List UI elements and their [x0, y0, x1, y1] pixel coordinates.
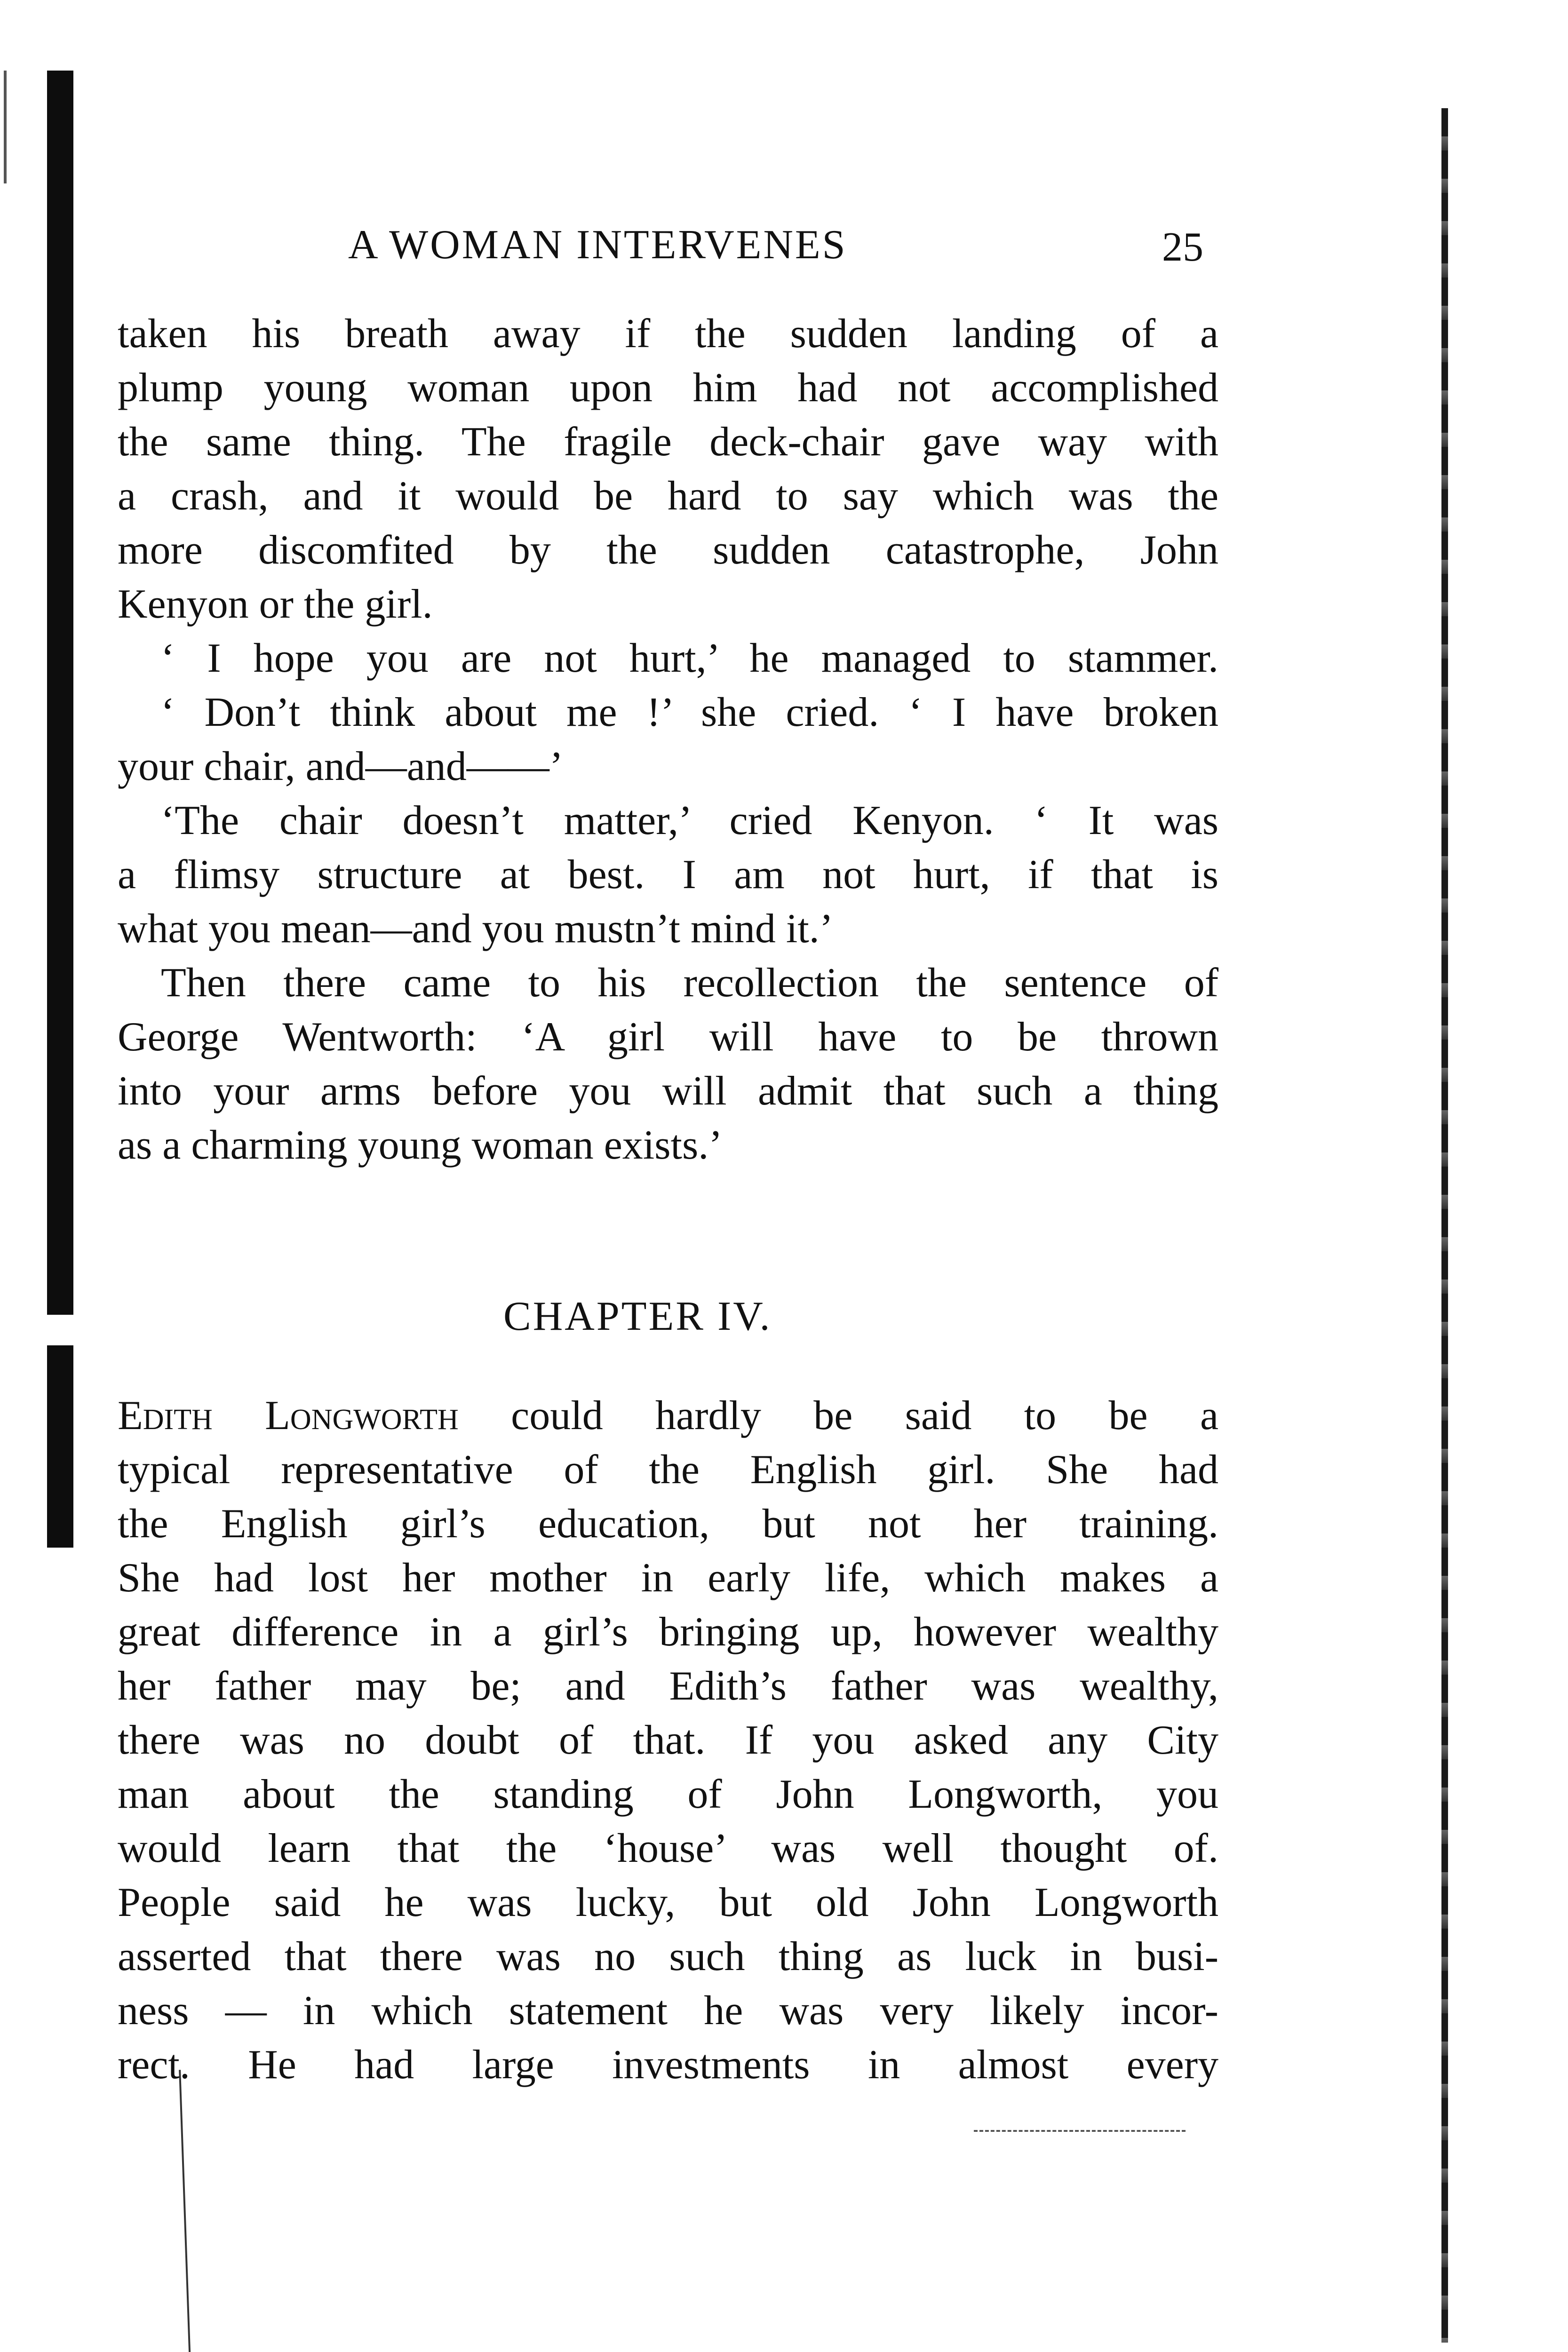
text-line: great difference in a girl’s bringing up, however wealthy [118, 1609, 1218, 1655]
text-line: would learn that the ‘house’ was well thought of. [118, 1826, 1218, 1871]
text-line: more discomfited by the sudden catastrophe, John [118, 527, 1218, 573]
scan-gutter-bar [47, 1345, 73, 1548]
page-crease [179, 2070, 192, 2352]
chapter-heading: CHAPTER IV. [503, 1294, 772, 1339]
text-line: rect. He had large investments in almost every [118, 2042, 1218, 2088]
chapter-first-line-rest: could hardly be said to be a [458, 1393, 1219, 1438]
scan-edge-mark [4, 71, 7, 183]
scan-dash-mark [974, 2130, 1186, 2132]
text-line: plump young woman upon him had not accomplished [118, 365, 1218, 411]
text-line: man about the standing of John Longworth, you [118, 1772, 1218, 1817]
text-line: a crash, and it would be hard to say which was the [118, 473, 1218, 519]
text-line: a flimsy structure at best. I am not hurt, if that is [118, 852, 1218, 898]
text-line: the English girl’s education, but not her training. [118, 1501, 1218, 1547]
text-line: the same thing. The fragile deck-chair gave way with [118, 419, 1218, 465]
scan-gutter-bar [47, 71, 73, 1315]
text-line: ‘ Don’t think about me !’ she cried. ‘ I have broken [161, 690, 1218, 735]
scan-edge-bar [1441, 108, 1448, 2343]
chapter-first-line [118, 1392, 1218, 1439]
running-head-title: A WOMAN INTERVENES [348, 222, 847, 268]
text-line: She had lost her mother in early life, which makes a [118, 1555, 1218, 1601]
text-line: her father may be; and Edith’s father was wealthy, [118, 1663, 1218, 1709]
text-line: what you mean—and you mustn’t mind it.’ [118, 906, 834, 952]
text-line: there was no doubt of that. If you asked any City [118, 1717, 1218, 1763]
text-line: your chair, and—and——’ [118, 744, 564, 789]
text-line: as a charming young woman exists.’ [118, 1122, 723, 1168]
text-line: Kenyon or the girl. [118, 581, 433, 627]
text-line: George Wentworth: ‘A girl will have to be thrown [118, 1014, 1218, 1060]
text-line: ‘ I hope you are not hurt,’ he managed to stammer. [161, 636, 1218, 681]
text-line: ness — in which statement he was very likely incor- [118, 1988, 1218, 2034]
page-number: 25 [1162, 224, 1203, 270]
text-line: ‘The chair doesn’t matter,’ cried Kenyon. ‘ It was [161, 798, 1218, 843]
text-line: into your arms before you will admit that such a thing [118, 1068, 1218, 1114]
text-line: taken his breath away if the sudden landing of a [118, 311, 1218, 357]
chapter-opening-words: Edith Longworth [118, 1393, 459, 1438]
text-line: Then there came to his recollection the sentence of [161, 960, 1218, 1006]
text-line: People said he was lucky, but old John Longworth [118, 1880, 1218, 1925]
text-line: typical representative of the English girl. She had [118, 1447, 1218, 1493]
text-line: asserted that there was no such thing as luck in busi- [118, 1934, 1218, 1979]
